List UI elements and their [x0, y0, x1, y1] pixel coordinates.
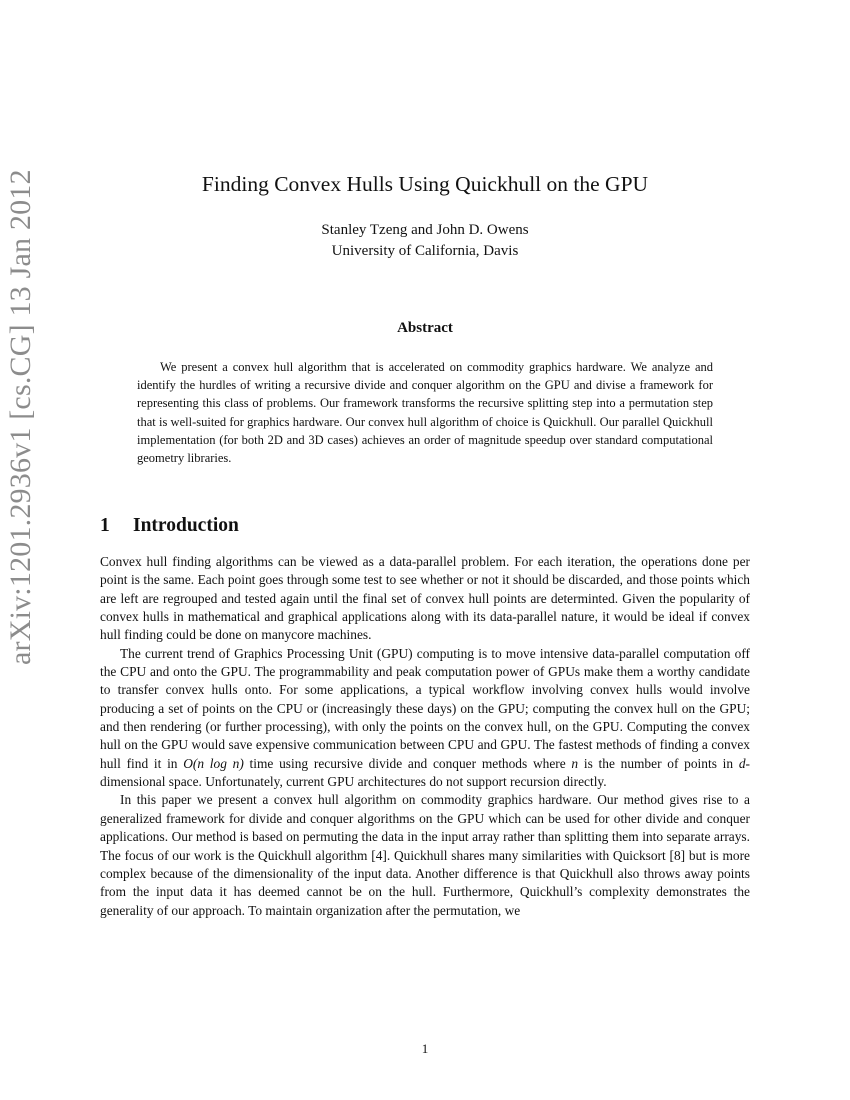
paragraph-2 [100, 645, 750, 792]
math-d: d [738, 755, 746, 771]
abstract-heading: Abstract [397, 320, 453, 336]
author-affiliation: University of California, Davis [331, 243, 519, 259]
paragraph-1: Convex hull finding algorithms can be viewed as a data-parallel problem. For each iteration, the operations done per point is the same. Each point goes through some test to see whether or not it should be discarded, and those points which are left are regrouped and tested again until the final set of convex hull points are determinted. Given the popularity of convex hulls in mathematical and graphical applications along with its data-parallel nature, it would be ideal if convex hull finding could be done on manycore machines. [100, 554, 750, 643]
paragraph-2-text-b: time using recursive divide and conquer methods where [243, 755, 572, 771]
section-title: Introduction [133, 515, 239, 536]
math-n: n [571, 755, 579, 771]
introduction-body [100, 553, 750, 920]
paragraph-2-text-d: -dimensional space. Unfortunately, current GPU architectures do not support recursion directly. [100, 755, 750, 790]
arxiv-identifier-stamp: arXiv:1201.2936v1 [cs.CG] 13 Jan 2012 [4, 169, 37, 665]
section-number: 1 [100, 515, 110, 536]
paragraph-2-text-a: The current trend of Graphics Processing Unit (GPU) computing is to move intensive data-parallel computation off the CPU and onto the GPU. The programmability and peak computation power of GPUs make them a worthy candidate to transfer convex hulls onto. For some applications, a typical workflow involving convex hulls would involve producing a set of points on the CPU or (increasingly these days) on the GPU; computing the convex hull on the GPU; and then rendering (or further processing), with only the points on the convex hull, on the GPU. Computing the convex hull on the GPU would save expensive communication between CPU and GPU. The fastest methods of finding a convex hull find it in [100, 645, 750, 771]
page-number: 1 [421, 1041, 429, 1056]
abstract-text: We present a convex hull algorithm that is accelerated on commodity graphics hardware. We analyze and identify the hurdles of writing a recursive divide and conquer algorithm on the GPU and divise a framework for representing this class of problems. Our framework transforms the recursive splitting step into a permutation step that is well-suited for graphics hardware. Our convex hull algorithm of choice is Quickhull. Our parallel Quickhull implementation (for both 2D and 3D cases) achieves an order of magnitude speedup over standard computational geometry libraries. [137, 360, 713, 466]
paragraph-2-text-c: is the number of points in [578, 755, 739, 771]
abstract-body [137, 358, 713, 467]
math-complexity: O(n log n) [183, 755, 244, 771]
paragraph-3: In this paper we present a convex hull algorithm on commodity graphics hardware. Our method gives rise to a generalized framework for divide and conquer algorithms on the GPU which can be used for other divide and conquer applications. Our method is based on permuting the data in the input array rather than splitting them into separate arrays. The focus of our work is the Quickhull algorithm [4]. Quickhull shares many similarities with Quicksort [8] but is more complex because of the dimensionality of the input data. Another difference is that Quickhull also throws away points from the input data it has deemed cannot be on the hull. Furthermore, Quickhull’s complexity demonstrates the generality of our approach. To maintain organization after the permutation, we [100, 792, 750, 918]
author-names: Stanley Tzeng and John D. Owens [321, 222, 529, 238]
paper-title: Finding Convex Hulls Using Quickhull on the GPU [201, 172, 649, 196]
author-block [0, 220, 850, 262]
section-heading-introduction [100, 515, 239, 537]
